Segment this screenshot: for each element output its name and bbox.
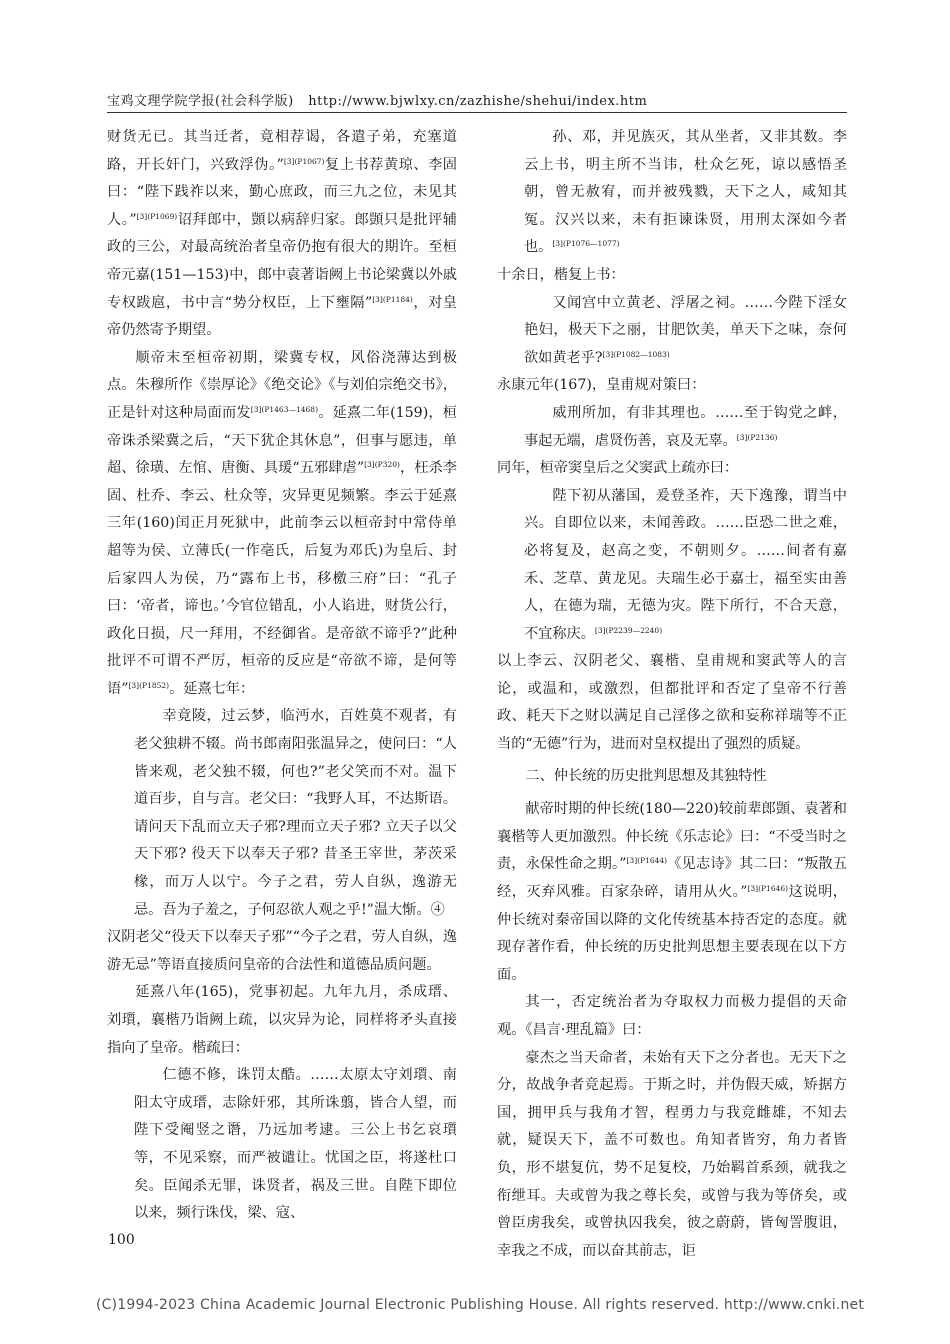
block-quote	[497, 124, 847, 262]
text-run: 仁德不修，诛罚太酷。……太原太守刘瓆、南阳太守成瑨，志除奸邪，其所诛翦，皆合人望，而陛下受阉竖之谮，乃远加考逮。三公上书乞哀瓆等，不见采察，而严被谴让。忧国之臣，将遂杜口矣。臣闻杀无罪，诛贤者，祸及三世。自陛下即位以来，频行诛伐，梁、寇、	[133, 1067, 457, 1222]
paragraph	[107, 124, 457, 345]
paragraph	[497, 372, 847, 400]
text-run: 献帝时期的仲长统(180—220)较前辈郎顗、袁著和襄楷等人更加激烈。仲长统《乐志论》曰：“不受当时之责，永保性命之期。”	[497, 801, 847, 873]
citation-marker: [3](P1463—1468)	[250, 404, 318, 414]
citation-marker: [3](P1067)	[283, 156, 325, 166]
citation-marker: [3](P2239—2240)	[594, 625, 663, 635]
text-run: ，对皇帝仍然寄予期望。	[107, 294, 457, 339]
text-run: 幸竟陵，过云梦，临沔水，百姓莫不观者，有老父独耕不辍。尚书郎南阳张温异之，使问曰：“人皆来观，老父独不辍，何也?”老父笑而不对。温下道百步，自与言。老父曰：“我野人耳，不达斯语。请问天下乱而立天子邪?理而立天子邪? 立天子以父天下邪? 役天下以奉天子邪? 昔圣王宰世，茅茨采椽，而万人以宁。今子之君，劳人自纵，逸游无忌。吾为子羞之，子何忍欲人观之乎!”温大惭。④	[133, 708, 457, 918]
block-quote	[497, 290, 847, 373]
text-run: 这说明，仲长统对秦帝国以降的文化传统基本持否定的态度。就现存著作看，仲长统的历史批判思想主要表现在以下方面。	[497, 884, 847, 983]
journal-url[interactable]: http://www.bjwlxy.cn/zazhishe/shehui/index.htm	[308, 94, 648, 109]
text-run: 二、仲长统的历史批判思想及其独特性	[525, 767, 767, 784]
left-text-column	[107, 124, 457, 1228]
text-run: 豪杰之当天命者，未始有天下之分者也。无天下之分，故战争者竞起焉。于斯之时，并伪假天威，矫据方国，拥甲兵与我角才智，程勇力与我竞雌雄，不知去就，疑误天下，盖不可数也。角知者皆穷，角力者皆负，形不堪复伉，势不足复校，乃始羁首系颈，就我之衔绁耳。夫或曾为我之尊长矣，或曾与我为等侪矣，或曾臣虏我矣，或曾执囚我矣，彼之蔚蔚，皆匈詈腹诅，幸我之不成，而以奋其前志，讵	[497, 1049, 847, 1259]
paragraph	[497, 262, 847, 290]
text-run: 复上书荐黄琼、李固曰：“陛下践祚以来，勤心庶政，而三九之位，未见其人。”	[107, 156, 457, 228]
block-quote	[497, 483, 847, 649]
block-quote	[497, 400, 847, 455]
citation-marker: [3](P1076—1077)	[552, 239, 620, 249]
block-quote	[107, 1062, 457, 1228]
citation-marker: [3](P1082—1083)	[602, 349, 670, 359]
citation-marker: [3](P1852)	[128, 680, 170, 690]
text-run: 诏拜郎中，顗以病辞归家。郎顗只是批评辅政的三公，对最高统治者皇帝仍抱有很大的期许。至桓帝元嘉(151—153)中，郎中袁著诣阙上书论梁冀以外戚专权跋扈，书中言“势分权臣，上下壅隔”	[107, 211, 457, 311]
text-run: 同年，桓帝窦皇后之父窦武上疏亦曰：	[497, 460, 739, 477]
paragraph	[107, 979, 457, 1062]
paragraph	[497, 455, 847, 483]
paragraph	[107, 924, 457, 979]
right-text-column	[497, 124, 847, 1265]
text-run: 其一，否定统治者为夺取权力而极力提倡的天命观。《昌言·理乱篇》曰：	[497, 994, 847, 1038]
text-run: 孙、邓，并见族灭，其从坐者，又非其数。李云上书，明主所不当讳，杜众乞死，谅以感悟圣朝，曾无赦宥，而并被残戮，天下之人，咸知其冤。汉兴以来，未有拒谏诛贤，用刑太深如今者也。	[523, 129, 847, 256]
paragraph	[107, 345, 457, 704]
paragraph	[497, 989, 847, 1044]
text-run: 永康元年(167)，皇甫规对策曰：	[497, 377, 706, 394]
text-run: 以上李云、汉阴老父、襄楷、皇甫规和窦武等人的言论，或温和，或激烈，但都批评和否定了皇帝不行善政、耗天下之财以满足自己淫侈之欲和妄称祥瑞等不正当的“无德”行为，进而对皇权提出了强烈的质疑。	[497, 653, 847, 753]
page-number: 100	[108, 1232, 135, 1248]
copyright-footer: (C)1994-2023 China Academic Journal Electronic Publishing House. All rights reserved. http://www.cnki.net	[96, 1297, 865, 1313]
text-run: 《见志诗》其二曰：“叛散五经，灭弃风雅。百家杂碎，请用从火。”	[497, 856, 847, 901]
text-run: 顺帝末至桓帝初期，梁冀专权，风俗浇薄达到极点。朱穆所作《崇厚论》《绝交论》《与刘伯宗绝交书》，正是针对这种局面而发	[107, 349, 457, 421]
text-run: 。延熹二年(159)，桓帝诛杀梁冀之后，“天下犹企其休息”，但事与愿违，单超、徐璜、左悺、唐衡、具瑗“五邪肆虐”	[107, 404, 457, 477]
citation-marker: [3](P1069)	[136, 211, 178, 221]
citation-marker: [3](P1644)	[626, 856, 668, 866]
text-run: 威刑所加，有非其理也。……至于钩党之衅，事起无端，虐贤伤善，哀及无辜。	[523, 404, 847, 449]
running-header	[107, 90, 847, 109]
text-run: 十余日，楷复上书：	[497, 266, 625, 283]
citation-marker: [3](P1646)	[747, 884, 789, 894]
text-run: 又闻宫中立黄老、浮屠之祠。……今陛下淫女艳妇，极天下之丽，甘肥饮美，单天下之味，奈何欲如黄老乎?	[523, 294, 847, 366]
paragraph	[497, 1045, 847, 1266]
citation-marker: [3](P1184)	[372, 294, 413, 304]
text-run: 汉阴老父“役天下以奉天子邪”“今子之君，劳人自纵，逸游无忌”等语直接质问皇帝的合法性和道德品质问题。	[107, 929, 457, 973]
text-run: 延熹八年(165)，党事初起。九年九月，杀成瑨、刘瓆，襄楷乃诣阙上疏，以灾异为论，同样将矛头直接指向了皇帝。楷疏曰：	[107, 984, 457, 1056]
header-divider	[107, 112, 847, 113]
text-run: ，枉杀李固、杜乔、李云、杜众等，灾异更见频繁。李云于延熹三年(160)闰正月死狱中，此前李云以桓帝封中常侍单超等为侯、立薄氏(一作亳氏，后复为邓氏)为皇后、封后家四人为侯，乃“露布上书，移檄三府”曰：“孔子曰：‘帝者，谛也。’今官位错乱，小人谄进，财货公行，政化日损，尺一拜用，不经御省。是帝欲不谛乎?”此种批评不可谓不严厉，桓帝的反应是“帝欲不谛，是何等语”	[107, 460, 457, 697]
text-run: 。延熹七年：	[169, 680, 255, 697]
block-quote	[107, 703, 457, 924]
citation-marker: [3](P2136)	[736, 432, 778, 442]
section-heading	[497, 763, 847, 791]
journal-title: 宝鸡文理学院学报(社会科学版)	[107, 94, 294, 109]
citation-marker: [3](P320)	[364, 460, 400, 470]
text-run: 财货无已。其当迁者，竟相荐谒，各遣子弟，充塞道路，开长奸门，兴致浮伪。”	[107, 129, 457, 173]
paragraph	[497, 796, 847, 989]
text-run: 陛下初从藩国，爰登圣祚，天下逸豫，谓当中兴。自即位以来，未闻善政。……臣恐二世之难，必将复及，赵高之变，不朝则夕。……间者有嘉禾、芝草、黄龙见。夫瑞生必于嘉士，福至实由善人，在德为瑞，无德为灾。陛下所行，不合天意，不宜称庆。	[523, 487, 847, 642]
paragraph	[497, 648, 847, 758]
